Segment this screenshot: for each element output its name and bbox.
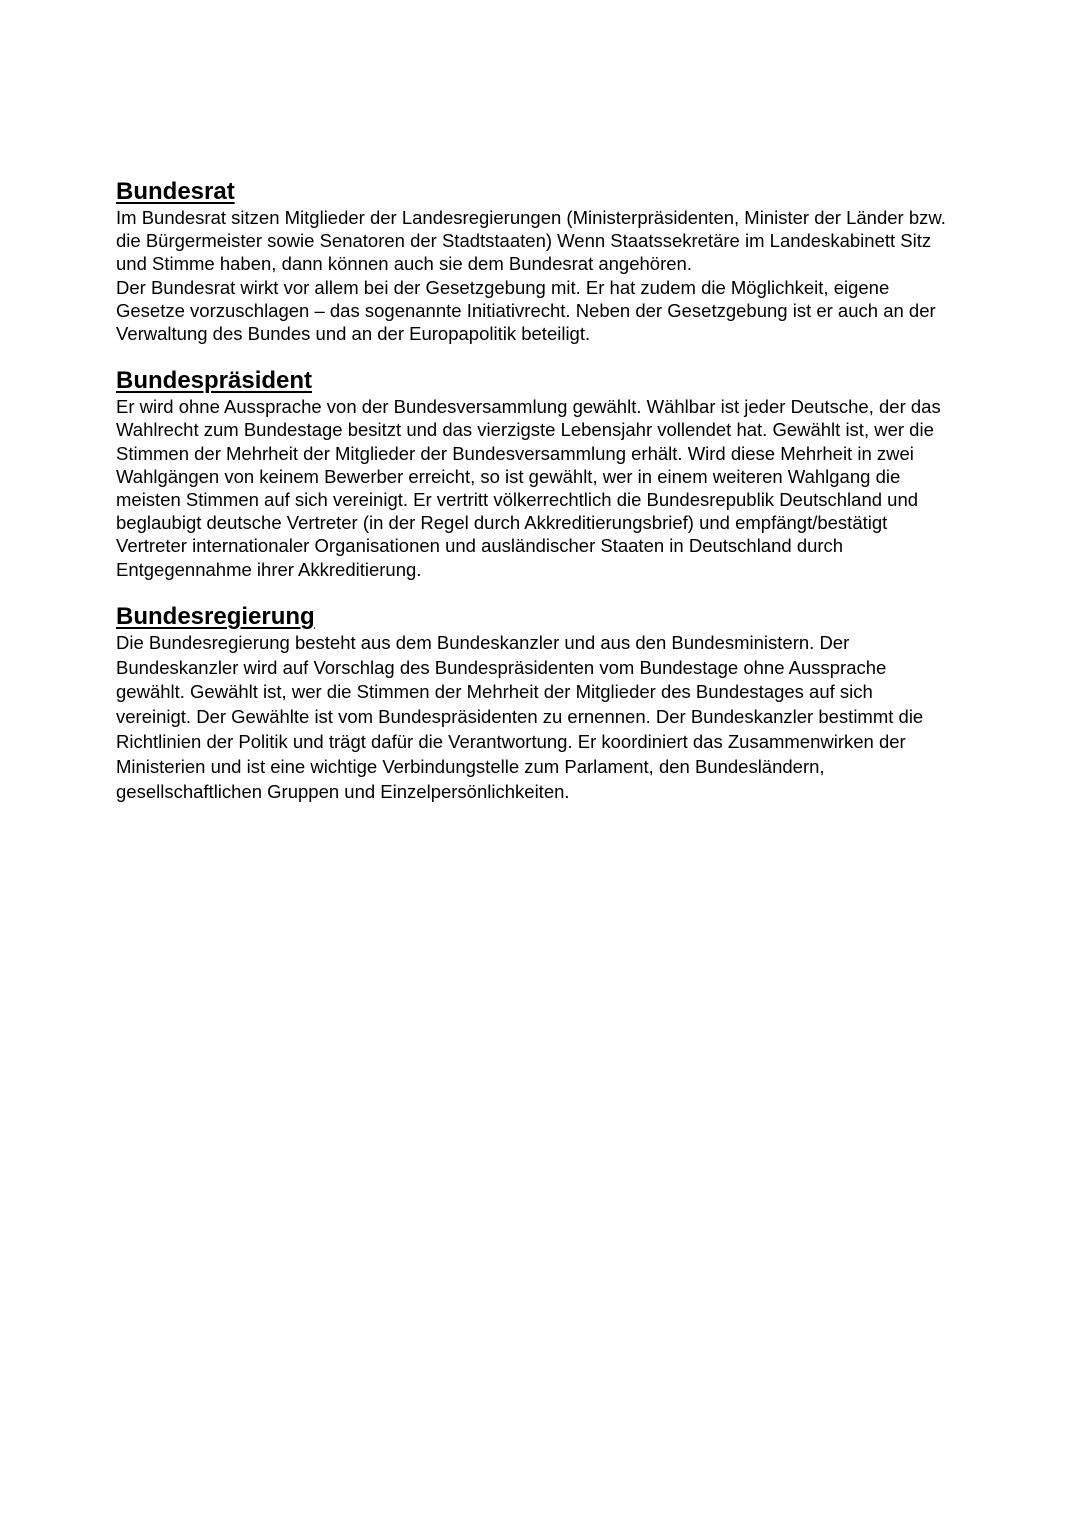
body-line: Entgegennahme ihrer Akkreditierung.: [116, 558, 422, 580]
body-line: gesellschaftlichen Gruppen und Einzelpersönlichkeiten.: [116, 780, 570, 802]
body-line: die Bürgermeister sowie Senatoren der Stadtstaaten) Wenn Staatssekretäre im Landeskabinett Sitz: [116, 230, 932, 252]
body-line: Stimmen der Mehrheit der Mitglieder der Bundesversammlung erhält. Wird diese Mehrheit in zwei: [116, 442, 914, 464]
body-line: Wahlgängen von keinem Bewerber erreicht, so ist gewählt, wer in einem weiteren Wahlgang die: [116, 465, 901, 487]
body-line: und Stimme haben, dann können auch sie dem Bundesrat angehören.: [116, 253, 692, 275]
body-line: Die Bundesregierung besteht aus dem Bundeskanzler und aus den Bundesministern. Der: [116, 631, 850, 653]
section-bundespraesident: [116, 367, 1016, 581]
body-line: Im Bundesrat sitzen Mitglieder der Landesregierungen (Ministerpräsidenten, Minister der Länder bzw.: [116, 207, 946, 228]
section-body: [116, 631, 1016, 805]
document-page: [116, 178, 1016, 826]
section-heading: Bundesrat: [116, 178, 235, 205]
body-line: Gesetze vorzuschlagen – das sogenannte Initiativrecht. Neben der Gesetzgebung ist er auch an der: [116, 299, 936, 321]
section-body: [116, 206, 1016, 345]
body-line: vereinigt. Der Gewählte ist vom Bundespräsidenten zu ernennen. Der Bundeskanzler bestimmt die: [116, 706, 924, 728]
section-heading: Bundespräsident: [116, 367, 313, 395]
section-heading: Bundesregierung: [116, 602, 315, 630]
body-line: Bundeskanzler wird auf Vorschlag des Bundespräsidenten vom Bundestage ohne Aussprache: [116, 656, 887, 678]
body-line: Wahlrecht zum Bundestage besitzt und das vierzigste Lebensjahr vollendet hat. Gewählt ist, wer die: [116, 419, 934, 441]
body-line: Ministerien und ist eine wichtige Verbindungstelle zum Parlament, den Bundesländern,: [116, 755, 825, 777]
section-body: [116, 395, 1016, 581]
section-bundesregierung: [116, 603, 1016, 805]
body-line: beglaubigt deutsche Vertreter (in der Regel durch Akkreditierungsbrief) und empfängt/bestätigt: [116, 512, 888, 534]
body-line: Er wird ohne Aussprache von der Bundesversammlung gewählt. Wählbar ist jeder Deutsche, der das: [116, 396, 941, 418]
body-line: Der Bundesrat wirkt vor allem bei der Gesetzgebung mit. Er hat zudem die Möglichkeit, eigene: [116, 276, 890, 298]
body-line: meisten Stimmen auf sich vereinigt. Er vertritt völkerrechtlich die Bundesrepublik Deutschland und: [116, 489, 919, 511]
body-line: gewählt. Gewählt ist, wer die Stimmen der Mehrheit der Mitglieder des Bundestages auf sich: [116, 681, 873, 703]
section-bundesrat: [116, 178, 1016, 345]
body-line: Vertreter internationaler Organisationen und ausländischer Staaten in Deutschland durch: [116, 535, 844, 557]
body-line: Richtlinien der Politik und trägt dafür die Verantwortung. Er koordiniert das Zusammenwirken der: [116, 731, 906, 753]
body-line: Verwaltung des Bundes und an der Europapolitik beteiligt.: [116, 323, 591, 345]
